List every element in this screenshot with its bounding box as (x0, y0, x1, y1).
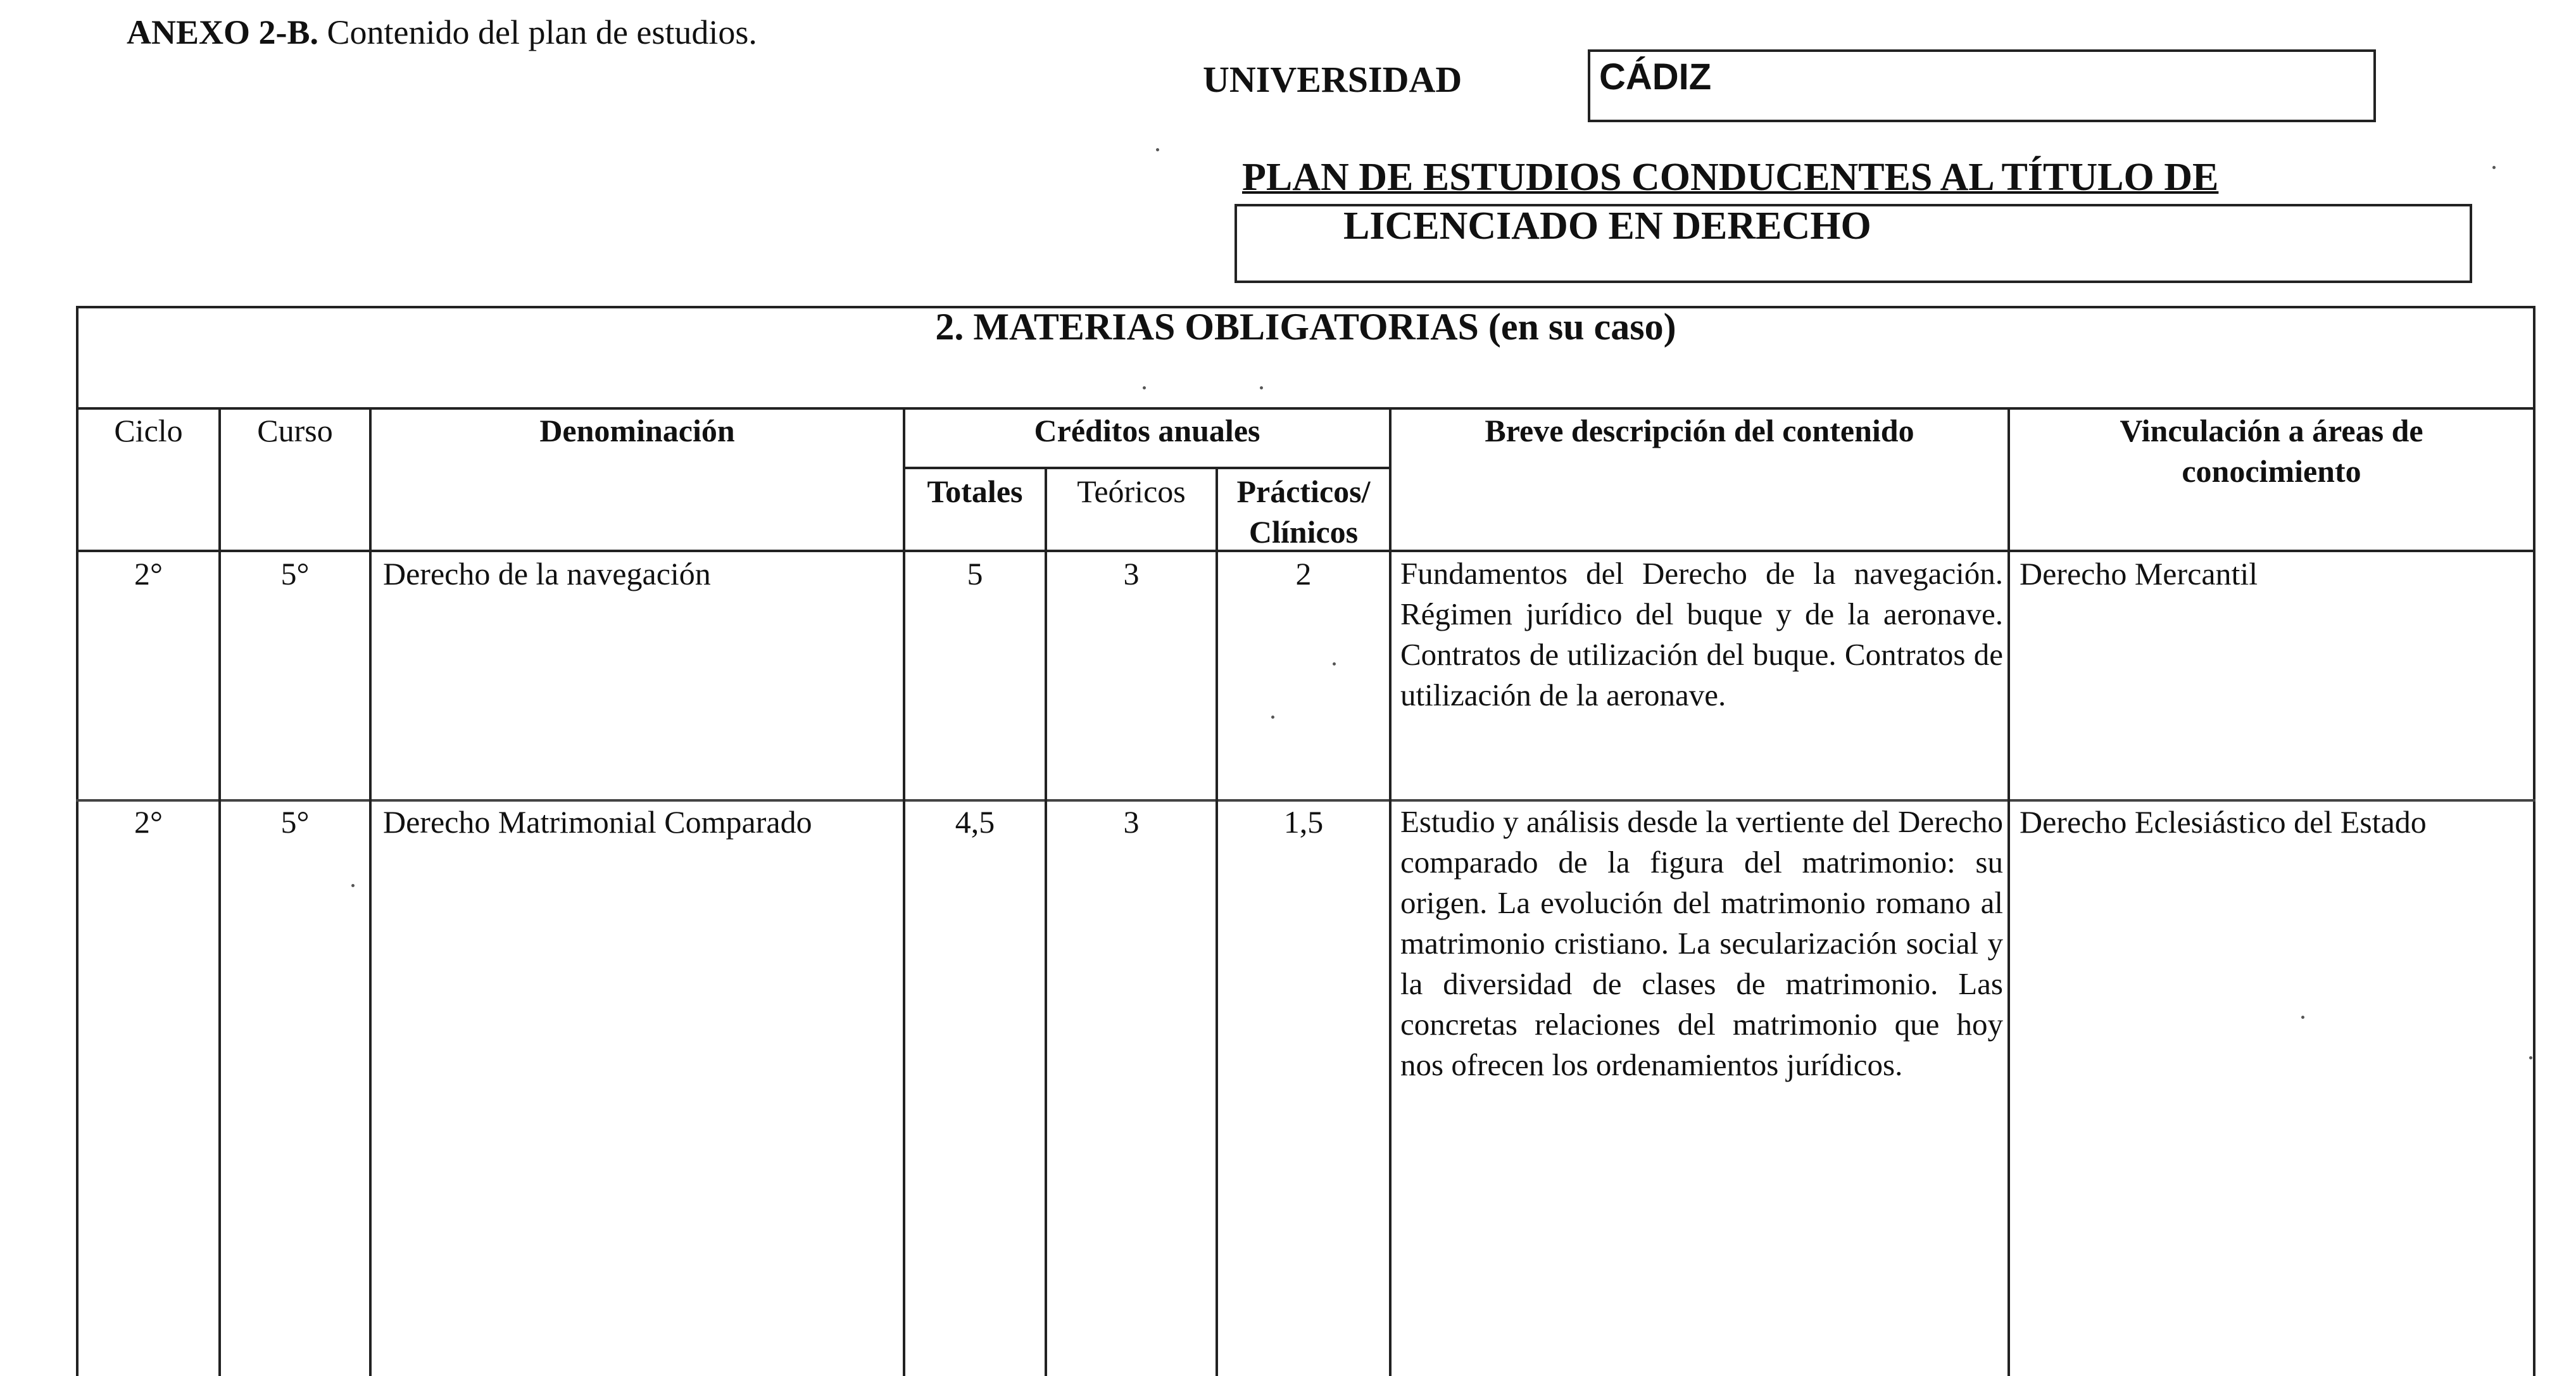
table-rule (1045, 468, 1047, 1376)
plan-title: PLAN DE ESTUDIOS CONDUCENTES AL TÍTULO DE (1242, 156, 2219, 199)
scan-speck (1333, 662, 1336, 666)
header-vinculacion: Vinculación a áreas de conocimiento (2120, 413, 2423, 489)
header-teoricos: Teóricos (1077, 474, 1186, 509)
scan-speck (1271, 716, 1274, 719)
header-totales: Totales (927, 474, 1023, 509)
row1-practicos: 2 (1295, 556, 1312, 591)
scan-speck (2492, 166, 2496, 169)
row2-curso: 5° (280, 804, 310, 840)
row1-totales: 5 (967, 556, 983, 591)
header-denominacion: Denominación (539, 413, 735, 448)
scan-speck (2529, 1056, 2532, 1059)
scan-speck (1156, 148, 1159, 151)
degree-title: LICENCIADO EN DERECHO (1343, 205, 1871, 248)
header-ciclo: Ciclo (114, 413, 183, 448)
table-rule (2007, 408, 2010, 1376)
row1-vinculacion: Derecho Mercantil (2020, 556, 2258, 591)
annex-text: Contenido del plan de estudios. (327, 13, 757, 51)
row2-teoricos: 3 (1123, 804, 1140, 840)
header-curso: Curso (257, 413, 333, 448)
university-value: CÁDIZ (1599, 56, 1712, 98)
header-creditos-anuales: Créditos anuales (1034, 413, 1260, 448)
header-descripcion: Breve descripción del contenido (1485, 413, 1914, 448)
table-rule (1389, 408, 1392, 1376)
university-value-box (1588, 49, 2376, 122)
row2-denominacion: Derecho Matrimonial Comparado (383, 804, 812, 840)
row1-curso: 5° (280, 556, 310, 591)
annex-prefix: ANEXO 2-B. (127, 13, 319, 51)
row2-practicos: 1,5 (1283, 804, 1324, 840)
row2-vinculacion: Derecho Eclesiástico del Estado (2020, 804, 2427, 840)
scan-speck (1260, 386, 1263, 389)
table-rule (369, 408, 372, 1376)
row1-teoricos: 3 (1123, 556, 1140, 591)
annex-heading (127, 13, 757, 52)
header-practicos-clinicos: Prácticos/ Clínicos (1236, 474, 1371, 550)
row2-ciclo: 2° (134, 804, 163, 840)
row2-descripcion: Estudio y análisis desde la vertiente del Derecho comparado de la figura del matrimonio: su origen. La evolución del matrimonio romano al matrimonio cristiano. La secularización social y la diversidad de clases de matrimonio. Las concretas relaciones del matrimonio que hoy nos ofrecen los ordenamientos jurídicos. (1400, 804, 2003, 1082)
scan-speck (1143, 386, 1146, 389)
table-rule (1216, 468, 1218, 1376)
row1-descripcion: Fundamentos del Derecho de la navegación. Régimen jurídico del buque y de la aeronave. Contratos de utilización del buque. Contratos de utilización de la aeronave. (1400, 556, 2003, 712)
scan-speck (351, 884, 355, 887)
row2-totales: 4,5 (955, 804, 995, 840)
section-title: 2. MATERIAS OBLIGATORIAS (en su caso) (935, 306, 1676, 348)
scan-speck (2301, 1016, 2304, 1019)
table-rule (904, 467, 1392, 469)
table-rule (76, 407, 2535, 410)
row1-denominacion: Derecho de la navegación (383, 556, 711, 591)
row1-ciclo: 2° (134, 556, 163, 591)
university-label: UNIVERSIDAD (1203, 59, 1462, 100)
